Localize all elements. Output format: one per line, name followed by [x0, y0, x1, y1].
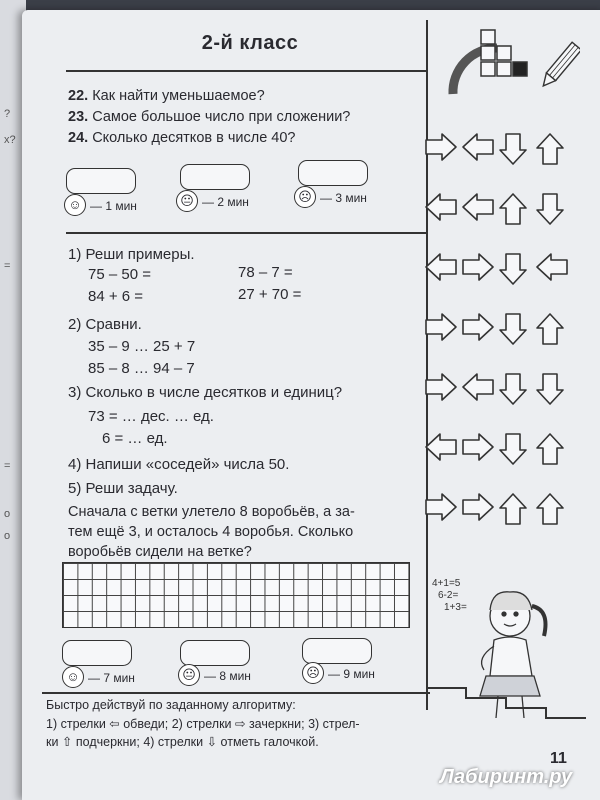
question-number: 22.	[68, 88, 89, 104]
time-label: — 7 мин	[88, 671, 135, 685]
compare-row-1: 35 – 9 … 25 + 7	[88, 338, 196, 355]
arrow-left-icon[interactable]	[459, 370, 497, 408]
time-label: — 1 мин	[90, 199, 137, 213]
example-75-50: 75 – 50 =	[88, 266, 151, 283]
girl-board-line: 4+1=5	[432, 578, 461, 589]
prev-page-mark: =	[4, 460, 11, 472]
arrow-right-icon[interactable]	[459, 310, 497, 348]
arrow-right-icon[interactable]	[422, 310, 460, 348]
watermark: Лабиринт.ру	[440, 766, 573, 788]
arrow-right-icon[interactable]	[422, 370, 460, 408]
time-entry-box[interactable]	[180, 164, 250, 190]
question-number: 23.	[68, 109, 89, 125]
arrow-up-icon[interactable]	[533, 430, 571, 468]
instructions-line: 1) стрелки ⇦ обведи; 2) стрелки ⇨ зачеркни; 3) стрел-	[46, 717, 360, 731]
workbook-page	[22, 10, 600, 800]
arrow-left-icon[interactable]	[422, 250, 460, 288]
arrow-down-icon[interactable]	[496, 370, 534, 408]
pencil-icon	[540, 36, 580, 96]
arrow-right-icon[interactable]	[459, 430, 497, 468]
answer-grid[interactable]	[62, 562, 410, 628]
prev-page-mark: =	[4, 260, 11, 272]
task-3-title: 3) Сколько в числе десятков и единиц?	[68, 384, 343, 401]
page-number: 11	[550, 750, 567, 767]
time-label: — 2 мин	[202, 195, 249, 209]
arrow-down-icon[interactable]	[533, 190, 571, 228]
place-value-row-1: 73 = … дес. … ед.	[88, 408, 214, 425]
example-78-7: 78 – 7 =	[238, 264, 293, 281]
question-22	[68, 88, 265, 104]
compare-row-2: 85 – 8 … 94 – 7	[88, 360, 195, 377]
arrow-left-icon[interactable]	[422, 190, 460, 228]
question-text: Как найти уменьшаемое?	[92, 88, 265, 104]
prev-page-mark: ?	[4, 108, 11, 120]
neutral-face-icon: 😐	[176, 190, 198, 212]
time-label: — 3 мин	[320, 191, 367, 205]
arrow-up-icon[interactable]	[533, 310, 571, 348]
arrow-right-icon[interactable]	[459, 250, 497, 288]
problem-text-line: тем ещё 3, и осталось 4 воробья. Сколько	[68, 524, 354, 540]
question-24	[68, 130, 296, 146]
task-4-title: 4) Напиши «соседей» числа 50.	[68, 456, 290, 473]
arrow-up-icon[interactable]	[496, 490, 534, 528]
sad-face-icon: ☹	[302, 662, 324, 684]
task-1-title: 1) Реши примеры.	[68, 246, 195, 263]
prev-page-mark: о	[4, 508, 11, 520]
time-entry-box[interactable]	[62, 640, 132, 666]
task-5-title: 5) Реши задачу.	[68, 480, 178, 497]
happy-face-icon: ☺	[62, 666, 84, 688]
arrow-down-icon[interactable]	[533, 370, 571, 408]
question-text: Сколько десятков в числе 40?	[92, 130, 296, 146]
time-entry-box[interactable]	[66, 168, 136, 194]
problem-text-line: Сначала с ветки улетело 8 воробьёв, а за-	[68, 504, 355, 520]
sad-face-icon: ☹	[294, 186, 316, 208]
example-27-70: 27 + 70 =	[238, 286, 302, 303]
time-label: — 8 мин	[204, 669, 251, 683]
instructions-line: Быстро действуй по заданному алгоритму:	[46, 698, 296, 712]
question-23	[68, 109, 350, 125]
instructions-line: ки ⇧ подчеркни; 4) стрелки ⇩ отметь галочкой.	[46, 735, 319, 749]
question-number: 24.	[68, 130, 89, 146]
place-value-row-2: 6 = … ед.	[102, 430, 168, 447]
arrow-down-icon[interactable]	[496, 310, 534, 348]
question-text: Самое большое число при сложении?	[92, 109, 351, 125]
time-label: — 9 мин	[328, 667, 375, 681]
prev-page-mark: о	[4, 530, 11, 542]
girl-board-line: 1+3=	[444, 602, 467, 613]
prev-page-mark: x?	[4, 134, 16, 146]
time-entry-box[interactable]	[298, 160, 368, 186]
title-divider	[66, 70, 428, 72]
arrow-right-icon[interactable]	[422, 490, 460, 528]
arrow-down-icon[interactable]	[496, 430, 534, 468]
time-entry-box[interactable]	[180, 640, 250, 666]
problem-text-line: воробьёв сидели на ветке?	[68, 544, 252, 560]
example-84-6: 84 + 6 =	[88, 288, 144, 305]
arrow-left-icon[interactable]	[459, 130, 497, 168]
arrow-left-icon[interactable]	[533, 250, 571, 288]
page-title: 2-й класс	[201, 32, 299, 54]
time-entry-box[interactable]	[302, 638, 372, 664]
task-2-title: 2) Сравни.	[68, 316, 142, 333]
arrow-up-icon[interactable]	[496, 190, 534, 228]
arrow-up-icon[interactable]	[533, 490, 571, 528]
arrow-left-icon[interactable]	[459, 190, 497, 228]
arrow-down-icon[interactable]	[496, 250, 534, 288]
arrow-right-icon[interactable]	[422, 130, 460, 168]
arrow-down-icon[interactable]	[496, 130, 534, 168]
arrow-up-icon[interactable]	[533, 130, 571, 168]
girl-board-line: 6-2=	[438, 590, 459, 601]
girl-illustration-icon	[428, 566, 578, 726]
blocks-figure-icon	[437, 24, 537, 96]
arrow-right-icon[interactable]	[459, 490, 497, 528]
happy-face-icon: ☺	[64, 194, 86, 216]
section-divider	[66, 232, 428, 234]
arrow-left-icon[interactable]	[422, 430, 460, 468]
neutral-face-icon: 😐	[178, 664, 200, 686]
